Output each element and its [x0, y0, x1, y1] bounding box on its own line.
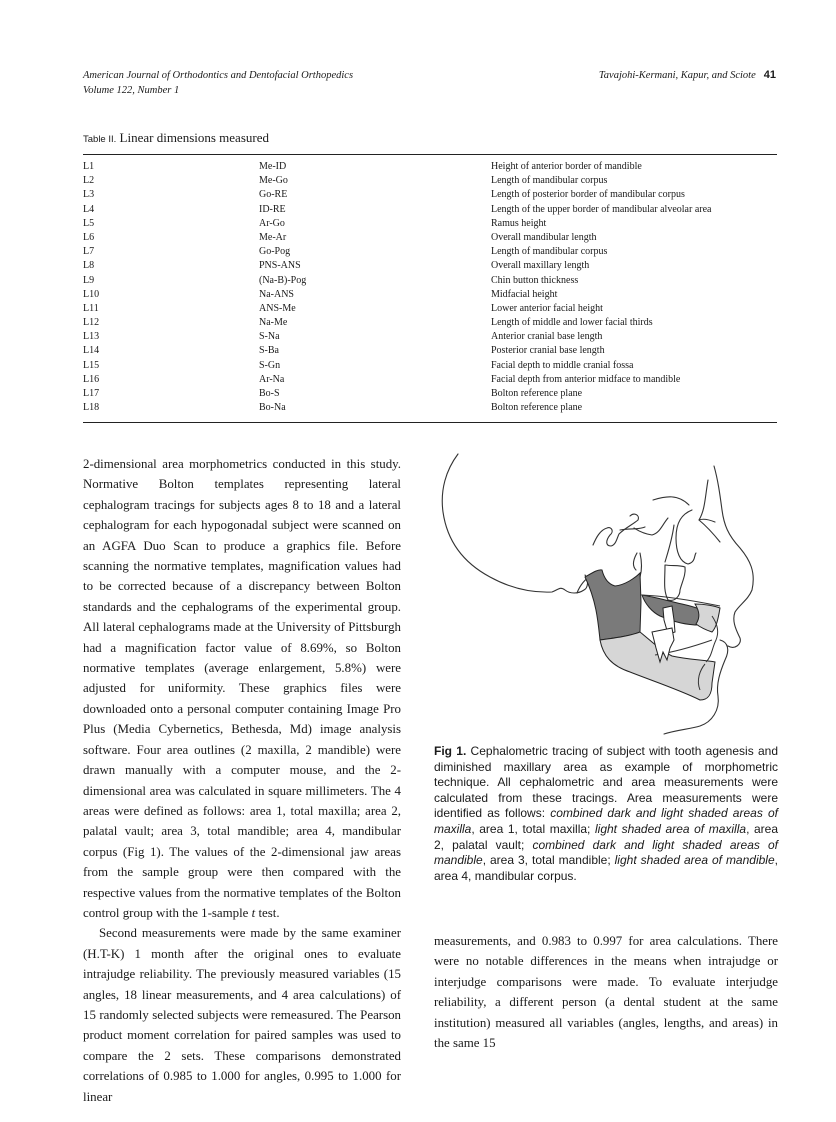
table-row	[83, 373, 777, 387]
measurement-description: Bolton reference plane	[491, 388, 583, 399]
table-row	[83, 288, 777, 302]
measurement-id: L2	[83, 175, 95, 187]
figure-caption	[434, 744, 778, 884]
table-row	[83, 174, 777, 188]
table-caption	[83, 130, 269, 146]
measurement-id: L8	[83, 260, 95, 272]
caption-italic-text: light shaded area of maxilla	[594, 821, 747, 836]
linear-dimensions-table	[83, 160, 777, 415]
measurement-description: Overall mandibular length	[491, 231, 597, 243]
journal-name: American Journal of Orthodontics and Dentofacial Orthopedics	[83, 70, 354, 81]
measurement-description: Posterior cranial base length	[491, 345, 605, 357]
landmark-pair: (Na-B)-Pog	[259, 274, 307, 286]
caption-text: , area 2, palatal vault;	[434, 821, 779, 852]
measurement-id: L4	[83, 203, 95, 215]
figure-caption-text	[434, 744, 778, 883]
measurement-id: L11	[83, 302, 99, 314]
table-row	[83, 231, 777, 245]
body-paragraph: measurements, and 0.983 to 0.997 for area calculations. There were no notable differences in the means when intrajudge or interjudge comparisons were made. To evaluate interjudge reliability, a different person (a dental student at the same institution) measured all variables (angles, lengths, and areas) in the same 15	[434, 934, 778, 1051]
page-number: 41	[763, 69, 776, 81]
table-row	[83, 188, 777, 202]
body-text-left-column	[83, 454, 401, 1107]
measurement-description: Length of posterior border of mandibular corpus	[491, 189, 685, 201]
table-top-rule	[83, 154, 777, 155]
measurement-id: L5	[83, 217, 95, 229]
measurement-id: L7	[83, 246, 95, 258]
measurement-id: L17	[83, 388, 100, 399]
table-row	[83, 359, 777, 373]
running-header-left	[83, 68, 353, 98]
measurement-description: Lower anterior facial height	[491, 302, 603, 314]
caption-text: , area 4, mandibular corpus.	[434, 853, 778, 883]
table-row	[83, 274, 777, 288]
landmark-pair: Me-ID	[259, 161, 287, 172]
landmark-pair: Ar-Go	[259, 217, 285, 229]
table-row	[83, 217, 777, 231]
landmark-pair: Bo-Na	[259, 402, 286, 414]
table-row	[83, 387, 777, 401]
caption-text: Cephalometric tracing of subject with tooth agenesis and diminished maxillary area as example of morphometric technique. All cephalometric and area measurements were calculated from these tracings. Area measurements were identified as follows:	[434, 744, 778, 821]
measurement-description: Length of mandibular corpus	[491, 246, 608, 258]
cephalometric-tracing-image	[432, 444, 780, 736]
landmark-pair: ANS-Me	[259, 302, 296, 314]
landmark-pair: Go-RE	[259, 189, 288, 201]
caption-text: , area 3, total mandible;	[482, 853, 615, 868]
measurement-id: L13	[83, 331, 100, 343]
measurement-description: Midfacial height	[491, 288, 558, 300]
table-row	[83, 203, 777, 217]
body-paragraph: 2-dimensional area morphometrics conducted in this study. Normative Bolton templates representing lateral cephalogram tracings for subjects ages 8 to 18 and a lateral cephalogram for each hypogonadal subject were scanned on an AGFA Duo Scan to produce a graphics file. Before scanning the normative templates, magnification values had to be corrected because of a discrepancy between Bolton standards and the cephalograms of the experimental group. All lateral cephalograms made at the University of Pittsburgh had a magnification factor value of 8.69%, so Bolton normative templates (average enlargement, 5.8%) were adjusted for uniformity. These graphics files were downloaded onto a personal computer containing Image Pro Plus (Media Cybernetics, Bethesda, Md) image analysis software. Four area outlines (2 maxilla, 2 mandible) were drawn manually with a computer mouse, and the 2-dimensional area was calculated in square millimeters. The 4 areas were defined as follows: area 1, total maxilla; area 2, palatal vault; area 3, total mandible; area 4, mandibular corpus (Fig 1). The values of the 2-dimensional jaw areas from the sample group were then compared with the respective values from the normative templates of the Bolton control group with the 1-sample t test.	[83, 457, 401, 920]
caption-italic-text: light shaded area of mandible	[614, 853, 775, 868]
measurement-id: L18	[83, 402, 100, 414]
table-label: Table II.	[83, 134, 117, 145]
landmark-pair: Ar-Na	[259, 373, 285, 385]
table-row	[83, 316, 777, 330]
running-header-right	[599, 68, 776, 83]
figure-1-cephalometric-tracing	[432, 444, 780, 736]
measurement-id: L6	[83, 231, 95, 243]
caption-italic-text: combined dark and light shaded areas of mandible	[434, 837, 778, 868]
measurement-description: Facial depth to middle cranial fossa	[491, 359, 634, 371]
measurement-id: L14	[83, 345, 100, 357]
body-text-right-column	[434, 931, 778, 1053]
figure-label: Fig 1.	[434, 744, 467, 758]
measurement-id: L16	[83, 373, 100, 385]
measurement-id: L1	[83, 161, 95, 172]
authors: Tavajohi-Kermani, Kapur, and Sciote	[598, 70, 756, 81]
journal-volume: Volume 122, Number 1	[83, 85, 180, 96]
caption-italic-text: combined dark and light shaded areas of maxilla	[434, 806, 778, 836]
measurement-description: Length of the upper border of mandibular alveolar area	[491, 203, 712, 215]
landmark-pair: Go-Pog	[259, 246, 291, 258]
landmark-pair: S-Na	[259, 331, 280, 343]
table-title: Linear dimensions measured	[119, 130, 269, 145]
measurement-description: Length of middle and lower facial thirds	[491, 317, 653, 329]
measurement-description: Length of mandibular corpus	[491, 175, 608, 187]
table-row	[83, 245, 777, 259]
measurement-description: Bolton reference plane	[491, 402, 583, 414]
landmark-pair: Na-Me	[259, 317, 288, 329]
measurement-description: Overall maxillary length	[491, 260, 590, 272]
measurement-description: Facial depth from anterior midface to mandible	[491, 373, 681, 385]
table-row	[83, 344, 777, 358]
body-paragraph: Second measurements were made by the same examiner (H.T-K) 1 month after the original ones to evaluate intrajudge reliability. The previously measured variables (15 angles, 18 linear measurements, and 4 area calculations) of 15 randomly selected subjects were remeasured. The Pearson product moment correlation for paired samples was used to compare the 2 sets. These comparisons demonstrated correlations of 0.985 to 1.000 for angles, 0.995 to 1.000 for linear	[83, 926, 401, 1104]
measurement-description: Anterior cranial base length	[491, 331, 603, 343]
table-row	[83, 160, 777, 174]
table-row	[83, 401, 777, 415]
landmark-pair: PNS-ANS	[259, 260, 301, 272]
table-row	[83, 259, 777, 273]
measurement-id: L10	[83, 288, 100, 300]
landmark-pair: Na-ANS	[259, 288, 294, 300]
table-row	[83, 330, 777, 344]
landmark-pair: Me-Go	[259, 175, 288, 187]
table-bottom-rule	[83, 422, 777, 423]
measurement-id: L12	[83, 317, 100, 329]
measurement-description: Chin button thickness	[491, 274, 579, 286]
caption-text: , area 1, total maxilla;	[471, 821, 595, 836]
measurement-description: Height of anterior border of mandible	[491, 161, 642, 172]
landmark-pair: Me-Ar	[259, 231, 287, 243]
landmark-pair: S-Gn	[259, 359, 281, 371]
landmark-pair: Bo-S	[259, 388, 280, 399]
measurement-description: Ramus height	[491, 217, 547, 229]
landmark-pair: S-Ba	[259, 345, 279, 357]
measurement-id: L9	[83, 274, 95, 286]
table-row	[83, 302, 777, 316]
measurement-id: L15	[83, 359, 100, 371]
landmark-pair: ID-RE	[259, 203, 286, 215]
measurement-id: L3	[83, 189, 95, 201]
